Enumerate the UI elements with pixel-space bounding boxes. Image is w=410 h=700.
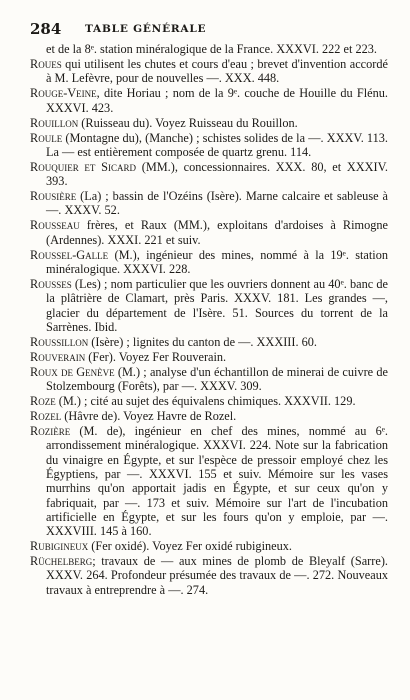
index-entry [30,116,388,130]
index-entry [30,189,388,218]
index-entry [30,365,388,394]
index-entry [30,554,388,597]
entry-text: (MM.), concessionnaires. XXX. 80, et XXXIV. 393. [46,159,388,189]
page-number: 284 [30,20,62,38]
entry-text: (Fer oxidé). Voyez Fer oxidé rubigineux. [91,539,292,554]
entry-text: (M.) ; analyse d'un échantillon de minerai de cuivre de Stolzembourg (Forêts), par —. XXXV. 309. [46,364,388,394]
index-entry [30,409,388,423]
entry-text: (Isère) ; lignites du canton de —. XXXIII. 60. [91,334,318,349]
entry-headword: Rüchelberg [30,554,93,569]
entry-text: (M. de), ingénieur en chef des mines, nommé au 6ᵉ. arrondissement minéralogique. XXXVI. 224. Note sur la fabrication du vinaigre en Égypte, et sur l'espèce de pressoir employé chez les Égyptiens, par —. XXXVI. 155 et suiv. Mémoire sur les vases murrhins qu'on apportait jadis en Égypte, et sur ceux qu'on y fabriquait, par —. 173 et suiv. Mémoire sur l'art de l'incubation artificielle en Égypte, et sur les fours qu'on y emploie, par —. XXXVIII. 145 à 160. [46,424,388,539]
entry-headword: Rousses [30,276,72,291]
index-entry [30,394,388,408]
entry-headword: Roussillon [30,334,89,349]
entry-headword: Rubigineux [30,539,89,554]
index-entries [30,42,388,597]
page-header [30,20,388,38]
index-entry [30,160,388,189]
index-entry [30,248,388,277]
index-entry [30,350,388,364]
entry-headword: Roux de Genève [30,364,115,379]
index-entry [30,539,388,553]
entry-text: (Hâvre de). Voyez Havre de Rozel. [64,409,237,424]
index-entry [30,131,388,160]
index-entry [30,335,388,349]
index-entry [30,86,388,115]
entry-headword: Rouge-Veine [30,86,97,101]
entry-headword: Rouquier et Sicard [30,159,136,174]
index-entry [30,424,388,538]
entry-text: (Les) ; nom particulier que les ouvriers donnent au 40ᵉ. banc de la plâtrière de Clamart, près Paris. XXXV. 181. Les grandes —, glacier du département de l'Isère. 51. Sources du torrent de la Sarrènes. Ibid. [46,276,388,334]
index-entry [30,277,388,334]
entry-headword: Rouverain [30,349,86,364]
entry-text: ; travaux de — aux mines de plomb de Bleyalf (Sarre). XXXV. 264. Profondeur présumée des travaux de —. 272. Nouveaux travaux à entreprendre à —. 274. [46,554,388,597]
entry-text: frères, et Raux (MM.), exploitans d'ardoises à Rimogne (Ardennes). XXXI. 221 et suiv. [46,218,388,247]
entry-text: et de la 8ᵉ. station minéralogique de la France. XXXVI. 222 et 223. [46,42,377,56]
entry-headword: Rousière [30,189,77,204]
entry-headword: Rozière [30,424,71,439]
entry-headword: Rousseau [30,218,80,233]
entry-headword: Rouillon [30,115,79,130]
running-title: TABLE GÉNÉRALE [85,23,207,35]
entry-headword: Roze [30,394,56,409]
entry-text: (La) ; bassin de l'Ozéins (Isère). Marne calcaire et sableuse à —. XXXV. 52. [46,189,388,218]
index-entry [30,218,388,247]
index-entry [30,42,388,56]
entry-headword: Rozel [30,409,62,424]
entry-text: (Fer). Voyez Fer Rouverain. [88,349,227,364]
entry-text: , dite Horiau ; nom de la 9ᵉ. couche de Houille du Flénu. XXXVI. 423. [46,86,388,115]
entry-text: qui utilisent les chutes et cours d'eau ; brevet d'invention accordé à M. Lefèvre, pour de nouvelles —. XXX. 448. [46,56,388,86]
entry-headword: Roussel-Galle [30,247,109,262]
entry-headword: Roues [30,56,62,71]
index-entry [30,57,388,86]
entry-text: (M.) ; cité au sujet des équivalens chimiques. XXXVII. 129. [58,394,356,409]
entry-text: (M.), ingénieur des mines, nommé à la 19ᵉ. station minéralogique. XXXVI. 228. [46,247,388,276]
entry-text: (Ruisseau du). Voyez Ruisseau du Rouillon. [81,115,298,130]
entry-text: (Montagne du), (Manche) ; schistes solides de la —. XXXV. 113. La — est entièrement composée de quartz grenu. 114. [46,130,388,159]
entry-headword: Roule [30,130,63,145]
